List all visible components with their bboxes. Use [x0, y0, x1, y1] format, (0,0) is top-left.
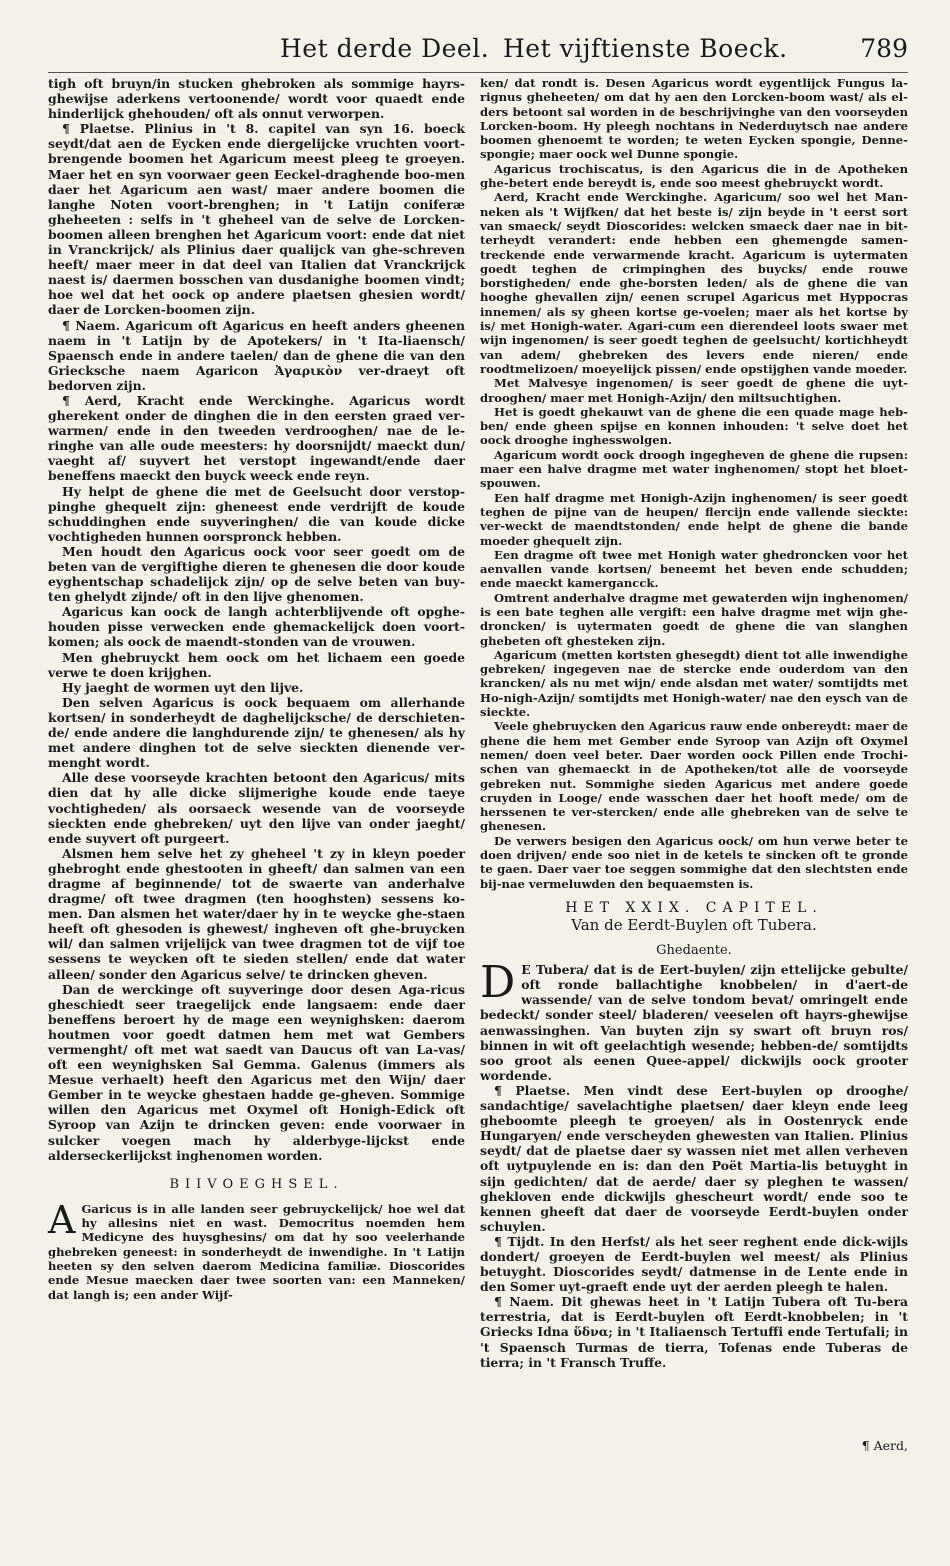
paragraph: Met Malvesye ingenomen/ is seer goedt de ghene die uyt-drooghen/ maer met Honigh-Azijn/ den miltsuchtighen. [480, 376, 908, 405]
chapter-paragraph [480, 957, 908, 1083]
paragraph: Agaricus trochiscatus, is den Agaricus die in de Apotheken ghe-betert ende bereydt is, ende soo meest ghebruyckt wordt. [480, 161, 908, 191]
right-column [480, 76, 908, 1370]
paragraph: Alle dese voorseyde krachten betoont den Agaricus/ mits dien dat hy alle dicke slijmerighe koude ende taeye vochtigheden/ als oorsaeck wesende van de voorseyde sieckten ende ghebreken/ uyt den lijve van onder jaeght/ ende suyvert oft purgeert. [48, 770, 465, 846]
chapter-text: E Tubera/ dat is de Eert-buylen/ zijn ettelijcke gebulte/ oft ronde ballachtighe knobbelen/ in d'aert-de wassende/ van de selve tondom bevat/ omringelt ende bedeckt/ sonder steel/ bladeren/ veeselen oft hayrs-ghewijse aenwassinghen. Van buyten zijn sy swart oft bruyn ros/ binnen in wit oft geelachtigh wesende; hebben-de/ somtijdts soo groot als eenen Quee-appel/ dickwijls oock grooter wordende. [480, 962, 908, 1083]
paragraph: ¶ Plaetse. Men vindt dese Eert-buylen op drooghe/ sandachtige/ savelachtighe plaetsen/ daer kleyn ende leeg gheboomte pleegh te groeyen/ als in Oostenryck ende Hungaryen/ ende verscheyden ghewesten van Italien. Plinius seydt/ dat de plaetse daer sy wassen niet met allen verheven oft uytpuylende en is: dan den Poët Martia-lis betuyght in sijn gedichten/ dat de aerde/ daer sy pleghen te wassen/ ghekloven ende dickwijls ghescheurt wordt/ ende soo te kennen gheeft dat daer de voorseyde Eerdt-buylen onder schuylen. [480, 1082, 908, 1234]
section-heading-bijvoeghsel: BIIVOEGHSEL. [169, 1176, 344, 1192]
paragraph: De verwers besigen den Agaricus oock/ om hun verwe beter te doen drijven/ ende soo niet in de ketels te sincken oft te gronde te gaen. Daer vaer toe seggen sommighe dat den slechtsten ende bij-nae vermeluwden den bequaemsten is. [480, 833, 908, 891]
paragraph: Hy jaeght de wormen uyt den lijve. [62, 679, 304, 695]
page-header [48, 28, 908, 73]
paragraph: ¶ Tijdt. In den Herfst/ als het seer reghent ende dick-wijls dondert/ groeyen de Eerdt-buylen wel meest/ als Plinius betuyght. Dioscorides seydt/ datmense in de Lente ende in den Somer uyt-graeft ende uyt der aerden pleegh te halen. [480, 1233, 908, 1295]
paragraph: Veele ghebruycken den Agaricus rauw ende onbereydt: maer de ghene die hem met Gember ende Syroop van Azijn oft Oxymel nemen/ doen veel beter. Daer worden oock Pillen ende Trochi-schen van ghemaeckt in de Apotheken/tot alle de voorseyde gebreken nut. Sommighe sieden Agaricus met andere goede cruyden in Looge/ ende wasschen daer het hooft mede/ om de herssenen te ver-stercken/ ende alle ghebreken van de selve te ghenesen. [480, 719, 908, 834]
page-number: 789 [860, 34, 908, 63]
paragraph: Agaricum (metten kortsten ghesegdt) dient tot alle inwendighe gebreken/ ingegeven nae de stercke ende ouderdom van den krancken/ als nu met wijn/ ende alsdan met water/ somtijdts met Ho-nigh-Azijn/ somtijdts met Honigh-water/ nae den eysch van de sieckte. [480, 647, 908, 720]
paragraph: ken/ dat rondt is. Desen Agaricus wordt eygentlijck Fungus la-rignus gheheeten/ om dat hy aen den Lorcken-boom wast/ als el-ders betoont sal worden in de beschrijvinghe van den voorseyden Lorcken-boom. Hy pleegh nochtans in Nederduytsch nae andere boomen ghenoemt te worden; te weten Eycken spongie, Denne-spongie; maer oock wel Dunne spongie. [480, 76, 908, 162]
chapter-title: HET XXIX. CAPITEL. [565, 899, 823, 916]
running-title-right: Het vijftienste Boeck. [503, 34, 788, 63]
bijvoeghsel-paragraph [48, 1197, 465, 1302]
paragraph: Omtrent anderhalve dragme met gewaterden wijn inghenomen/ is een bate teghen alle vergift: een halve dragme met wijn ghe-droncken/ is uytermaten goedt de ghene die van slanghen ghebeten oft ghesteken zijn. [480, 590, 908, 648]
paragraph: Men ghebruyckt hem oock om het lichaem een goede verwe te doen krijghen. [48, 649, 465, 680]
paragraph: Agaricus kan oock de langh achterblijvende oft opghe-houden pisse verwecken ende ghemackelijck doen voort-komen; als oock de maendt-stonden van de vrouwen. [48, 604, 465, 650]
paragraph: Alsmen hem selve het zy gheheel 't zy in kleyn poeder ghebroght ende ghestooten in gheeft/ dan salmen van een dragme af beginnende/ tot de swaerte van anderhalve dragme/ oft twee dragmen (ten hooghsten) sessens ko-men. Dan alsmen het water/daer hy in te weycke ghe-staen heeft oft ghesoden is ghewest/ ingheven oft ghe-bruycken wil/ dan salmen vrijelijck van twee dragmen tot de vijf toe sessens te weycken oft te sieden stellen/ ende dat water alleen/ sonder den Agaricus selve/ te drincken gheven. [48, 845, 465, 982]
bijvoeghsel-text: Garicus is in alle landen seer gebruyckelijck/ hoe wel dat hy allesins niet en wast. Democritus noemden hem Medicyne des huysghesins/ om dat hy soo veelerhande ghebreken geneest: in sonderheydt de inwendighe. In 't Latijn heeten sy den selven daerom Medicina familiæ. Dioscorides ende Mesue maecken daer twee soorten van: een Manneken/ dat langh is; een ander Wijf- [48, 1201, 465, 1302]
left-column [48, 76, 465, 1302]
catchword: ¶ Aerd, [861, 1438, 908, 1453]
paragraph: Het is goedt ghekauwt van de ghene die een quade mage heb-ben/ ende gheen spijse en konnen inhouden: 't selve doet het oock drooghe inghesswolgen. [480, 404, 908, 448]
paragraph: ¶ Plaetse. Plinius in 't 8. capitel van syn 16. boeck seydt/dat aen de Eycken ende diergelijcke vruchten voort-brengende boomen het Agaricum meest pleeg te groeyen. Maer het en syn voorwaer geen Eeckel-draghende boo-men daer het Agaricum aen wast/ maer andere boomen die langhe Noten voort-brenghen; in 't Latijn coniferæ gheheeten : selfs in 't gheheel van de selve de Lorcken-boomen alleen brenghen het Agaricum voort: ende dat niet in Vranckrijck/ als Plinius daer qualijck van ghe-schreven heeft/ maer meer in dat deel van Italien dat Vranckrijck naest is/ daermen bosschen van dusdanighe boomen vindt; hoe wel dat het oock op andere plaetsen ghesien wordt/ daer de Lorcken-boomen zijn. [48, 121, 465, 318]
paragraph: Men houdt den Agaricus oock voor seer goedt om de beten van de vergiftighe dieren te ghenesen die door koude eyghentschap schadelijck zijn/ op de selve beten van buy-ten ghelydt zijnde/ oft in den lijve ghenomen. [48, 543, 465, 605]
running-title-left: Het derde Deel. [280, 34, 490, 63]
book-page [48, 28, 908, 1528]
drop-capital: A [48, 1197, 76, 1242]
paragraph: ¶ Naem. Dit ghewas heet in 't Latijn Tubera oft Tu-bera terrestria, dat is Eerdt-buylen oft Eerdt-knobbelen; in 't Griecks Idna ὕδνα; in 't Italiaensch Tertuffi ende Tertufali; in 't Spaensch Turmas de tierra, Tofenas ende Tuberas de tierra; in 't Fransch Truffe. [480, 1294, 908, 1370]
paragraph: Een dragme oft twee met Honigh water ghedroncken voor het aenvallen vande kortsen/ beneemt het beven ende schudden; ende maeckt kamergancck. [480, 547, 908, 591]
drop-capital: D [480, 957, 516, 1009]
section-heading-ghedaente: Ghedaente. [656, 943, 732, 959]
paragraph: Een half dragme met Honigh-Azijn inghenomen/ is seer goedt teghen de pijne van de heupen/ flercijn ende vallende sieckte: ver-weckt de maendtstonden/ ende helpt de ghene die bande moeder ghequelt zijn. [480, 490, 908, 548]
chapter-subtitle: Van de Eerdt-Buylen oft Tubera. [571, 916, 817, 935]
paragraph: ¶ Naem. Agaricum oft Agaricus en heeft anders gheenen naem in 't Latijn by de Apotekers/ in 't Ita-liaensch/ Spaensch ende in andere taelen/ dan de ghene die van den Griecksche naem Agaricon Ἀγαρικὸν ver-draeyt oft bedorven zijn. [48, 317, 465, 393]
paragraph: Agaricum wordt oock droogh ingegheven de ghene die rupsen: maer een halve dragme met water inghenomen/ stopt het bloet-spouwen. [480, 447, 908, 491]
paragraph: Dan de werckinge oft suyveringe door desen Aga-ricus gheschiedt seer traegelijck ende langsaem: ende daer beneffens beroert hy de mage een weynighsken: daerom houtmen voor goedt datmen hem met wat Gembers vermenght/ oft met wat saedt van Daucus oft van La-vas/ oft een weynighsken Sal Gemma. Galenus (immers als Mesue verhaelt) heeft den Agaricus met den Wijn/ daer Gember in te weycke ghestaen hadde ge-gheven. Sommige willen den Agaricus met Oxymel oft Honigh-Edick oft Syroop van Azijn te drincken geven: ende voorwaer in sulcker voegen mach hy alderbyge-lijckst ende alderseckerlijckst inghenomen worden. [48, 981, 465, 1163]
paragraph: Aerd, Kracht ende Werckinghe. Agaricum/ soo wel het Man-neken als 't Wijfken/ dat het beste is/ zijn beyde in 't eerst sort van smaeck/ seydt Dioscorides: welcken smaeck daer nae in bit-terheydt verandert: ende hebben een ghemengde samen-treckende ende verwarmende kracht. Agaricum is uytermaten goedt teghen de crimpinghen des buycks/ ende rouwe borstigheden/ ende ghe-borsten leden/ als de ghene die van hooghe ghevallen zijn/ eenen scrupel Agaricus met Hyppocras innemen/ als sy gheen kortse ge-voelen; maer als het kortse by is/ met Honigh-water. Agari-cum een dierendeel loots swaer met wijn ingenomen/ is seer goedt teghen de geelsucht/ kortichheydt van adem/ ghebreken des levers ende nieren/ ende roodtmelizoen/ moeyelijck pissen/ ende opstijghen vande moeder. [480, 190, 908, 376]
paragraph: tigh oft bruyn/in stucken ghebroken als sommige hayrs-ghewijse aderkens vertoonende/ wordt voor quaedt ende hinderlijck ghehouden/ oft als onnut verworpen. [48, 76, 465, 122]
paragraph: Den selven Agaricus is oock bequaem om allerhande kortsen/ in sonderheydt de daghelijcksche/ de derschieten-de/ ende andere die langhdurende zijn/ te ghenesen/ als hy met andere dinghen tot de selve sieckten dienende ver-menght wordt. [48, 694, 465, 771]
paragraph: Hy helpt de ghene die met de Geelsucht door verstop-pinghe ghequelt zijn: gheneest ende verdrijft de koude schuddinghen ende suyveringhen/ die van koude dicke vochtigheden hunnen oorspronck hebben. [48, 483, 465, 544]
paragraph: ¶ Aerd, Kracht ende Werckinghe. Agaricus wordt gherekent onder de dinghen die in den eersten graed ver-warmen/ ende in den tweeden verdrooghen/ nae de le-ringhe van alle oude meesters: hy doorsnijdt/ maeckt dun/ vaeght af/ suyvert het verstopt ingewandt/ende daer beneffens maeckt den buyck weeck ende reyn. [48, 392, 465, 484]
